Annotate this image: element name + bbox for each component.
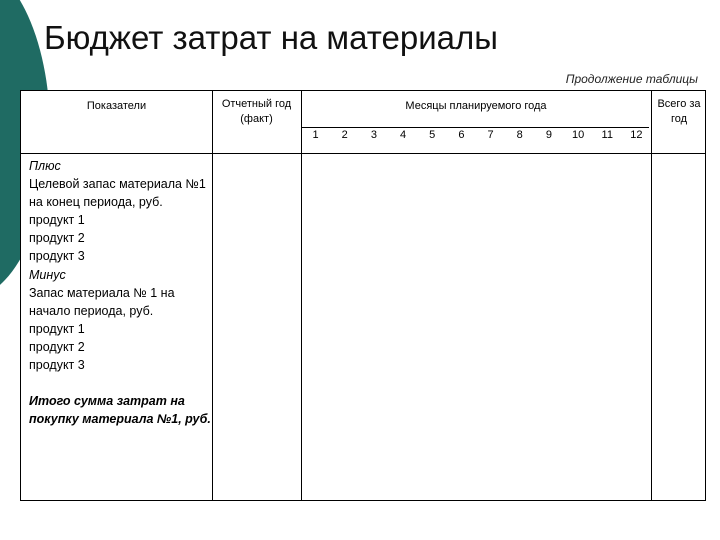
row-total: Итого сумма затрат на покупку материала №1, руб. (29, 394, 211, 427)
table-continuation-note: Продолжение таблицы (565, 72, 698, 86)
slide-title: Бюджет затрат на материалы (44, 19, 498, 56)
row-plus: Плюс (29, 159, 61, 173)
month-number: 5 (429, 129, 436, 141)
month-number: 7 (487, 129, 494, 141)
month-number: 12 (630, 129, 643, 141)
row-product-3: продукт 3 (29, 249, 85, 264)
header-report-year: Отчетный год (факт) (221, 98, 292, 125)
month-number: 2 (341, 129, 348, 141)
row-minus: Минус (29, 267, 66, 282)
row-target-stock: Целевой запас материала №1 на конец периода, руб. (29, 177, 206, 210)
month-number: 3 (370, 129, 377, 141)
header-total: Всего за год (657, 98, 701, 125)
month-number: 10 (571, 129, 585, 141)
month-number: 1 (312, 129, 319, 141)
month-number: 6 (458, 129, 465, 141)
row-product-2: продукт 2 (29, 231, 85, 246)
month-number: 4 (400, 129, 407, 141)
row-product-1: продукт 1 (29, 213, 85, 228)
divider (301, 127, 649, 128)
divider (21, 153, 705, 154)
month-number: 11 (601, 129, 613, 141)
row-product-1b: продукт 1 (29, 321, 85, 336)
row-opening-stock: Запас материала № 1 на начало периода, руб. (29, 285, 175, 318)
month-number: 8 (516, 129, 523, 141)
header-months: Месяцы планируемого года (405, 100, 547, 112)
month-number: 9 (545, 129, 552, 141)
header-indicators: Показатели (86, 100, 147, 112)
row-labels (29, 157, 213, 428)
row-product-2b: продукт 2 (29, 339, 85, 354)
row-product-3b: продукт 3 (29, 358, 85, 373)
budget-table (20, 90, 706, 501)
